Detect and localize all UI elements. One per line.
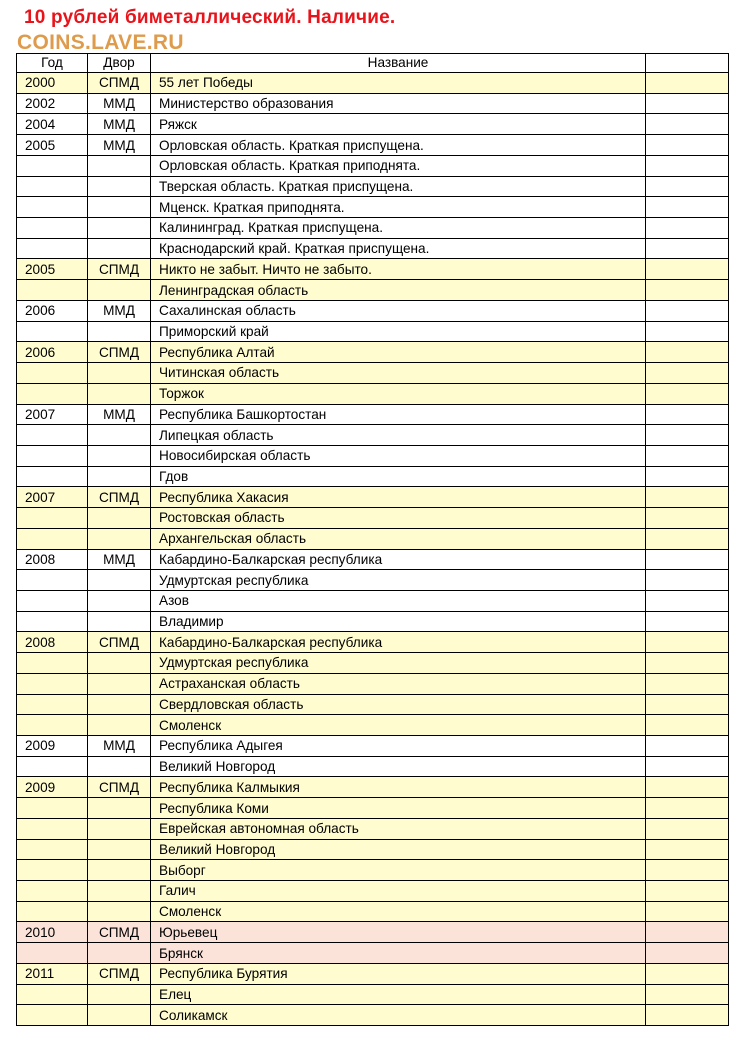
- cell-extra: [646, 135, 729, 156]
- table-header-row: [17, 54, 729, 73]
- cell-name: Республика Адыгея: [151, 736, 646, 757]
- cell-extra: [646, 881, 729, 902]
- cell-extra: [646, 963, 729, 984]
- watermark: COINS.LAVE.RU: [17, 31, 184, 54]
- table-row: [17, 611, 729, 632]
- table-row: [17, 715, 729, 736]
- cell-extra: [646, 197, 729, 218]
- cell-name: Сахалинская область: [151, 300, 646, 321]
- table-row: [17, 632, 729, 653]
- cell-mint: [88, 694, 151, 715]
- table-row: [17, 736, 729, 757]
- table-row: [17, 943, 729, 964]
- cell-mint: [88, 590, 151, 611]
- cell-mint: [88, 943, 151, 964]
- table-row: [17, 1005, 729, 1026]
- cell-mint: [88, 860, 151, 881]
- cell-mint: [88, 155, 151, 176]
- table-row: [17, 425, 729, 446]
- cell-mint: [88, 839, 151, 860]
- table-row: [17, 549, 729, 570]
- table-row: [17, 259, 729, 280]
- cell-year: [17, 715, 88, 736]
- table-row: [17, 363, 729, 384]
- cell-extra: [646, 549, 729, 570]
- table-row: [17, 218, 729, 239]
- cell-mint: [88, 363, 151, 384]
- cell-extra: [646, 798, 729, 819]
- cell-year: [17, 570, 88, 591]
- cell-mint: [88, 445, 151, 466]
- cell-name: Читинская область: [151, 363, 646, 384]
- table-row: [17, 321, 729, 342]
- cell-year: [17, 218, 88, 239]
- cell-mint: [88, 673, 151, 694]
- cell-name: 55 лет Победы: [151, 73, 646, 94]
- cell-name: Ленинградская область: [151, 280, 646, 301]
- table-row: [17, 570, 729, 591]
- cell-year: 2007: [17, 487, 88, 508]
- table-row: [17, 487, 729, 508]
- cell-mint: ММД: [88, 549, 151, 570]
- cell-year: [17, 590, 88, 611]
- table-row: [17, 404, 729, 425]
- cell-name: Республика Башкортостан: [151, 404, 646, 425]
- table-row: [17, 342, 729, 363]
- table-row: [17, 901, 729, 922]
- cell-year: 2005: [17, 259, 88, 280]
- cell-mint: [88, 611, 151, 632]
- cell-name: Азов: [151, 590, 646, 611]
- cell-name: Краснодарский край. Краткая приспущена.: [151, 238, 646, 259]
- cell-extra: [646, 114, 729, 135]
- cell-extra: [646, 943, 729, 964]
- cell-extra: [646, 383, 729, 404]
- cell-year: [17, 321, 88, 342]
- cell-mint: СПМД: [88, 777, 151, 798]
- cell-extra: [646, 777, 729, 798]
- cell-name: Соликамск: [151, 1005, 646, 1026]
- cell-year: [17, 528, 88, 549]
- table-row: [17, 383, 729, 404]
- cell-extra: [646, 694, 729, 715]
- table-row: [17, 694, 729, 715]
- table-row: [17, 922, 729, 943]
- cell-extra: [646, 590, 729, 611]
- cell-name: Елец: [151, 984, 646, 1005]
- cell-extra: [646, 259, 729, 280]
- cell-name: Удмуртская республика: [151, 570, 646, 591]
- cell-name: Новосибирская область: [151, 445, 646, 466]
- cell-mint: [88, 466, 151, 487]
- cell-year: [17, 798, 88, 819]
- cell-year: [17, 694, 88, 715]
- cell-name: Архангельская область: [151, 528, 646, 549]
- cell-year: [17, 756, 88, 777]
- cell-name: Брянск: [151, 943, 646, 964]
- cell-name: Выборг: [151, 860, 646, 881]
- cell-year: 2009: [17, 736, 88, 757]
- cell-extra: [646, 176, 729, 197]
- table-row: [17, 176, 729, 197]
- cell-extra: [646, 632, 729, 653]
- cell-mint: [88, 321, 151, 342]
- cell-extra: [646, 528, 729, 549]
- cell-extra: [646, 466, 729, 487]
- cell-year: [17, 984, 88, 1005]
- cell-name: Смоленск: [151, 715, 646, 736]
- cell-year: 2006: [17, 342, 88, 363]
- cell-extra: [646, 1005, 729, 1026]
- table-row: [17, 238, 729, 259]
- cell-mint: [88, 218, 151, 239]
- cell-mint: СПМД: [88, 342, 151, 363]
- cell-extra: [646, 342, 729, 363]
- table-row: [17, 197, 729, 218]
- cell-name: Тверская область. Краткая приспущена.: [151, 176, 646, 197]
- cell-mint: СПМД: [88, 73, 151, 94]
- cell-year: 2002: [17, 93, 88, 114]
- cell-extra: [646, 736, 729, 757]
- cell-name: Мценск. Краткая приподнята.: [151, 197, 646, 218]
- cell-mint: [88, 881, 151, 902]
- cell-extra: [646, 570, 729, 591]
- cell-year: 2010: [17, 922, 88, 943]
- cell-name: Республика Бурятия: [151, 963, 646, 984]
- cell-mint: ММД: [88, 135, 151, 156]
- cell-year: [17, 653, 88, 674]
- cell-year: [17, 363, 88, 384]
- cell-year: [17, 197, 88, 218]
- cell-year: 2000: [17, 73, 88, 94]
- cell-mint: СПМД: [88, 487, 151, 508]
- cell-extra: [646, 404, 729, 425]
- cell-extra: [646, 901, 729, 922]
- cell-year: 2008: [17, 632, 88, 653]
- cell-mint: [88, 508, 151, 529]
- cell-mint: [88, 425, 151, 446]
- table-row: [17, 445, 729, 466]
- cell-mint: [88, 901, 151, 922]
- cell-name: Свердловская область: [151, 694, 646, 715]
- cell-mint: [88, 818, 151, 839]
- cell-mint: [88, 1005, 151, 1026]
- cell-extra: [646, 508, 729, 529]
- cell-name: Удмуртская республика: [151, 653, 646, 674]
- table-row: [17, 818, 729, 839]
- cell-name: Юрьевец: [151, 922, 646, 943]
- table-row: [17, 155, 729, 176]
- cell-name: Республика Коми: [151, 798, 646, 819]
- cell-name: Галич: [151, 881, 646, 902]
- cell-name: Калининград. Краткая приспущена.: [151, 218, 646, 239]
- table-row: [17, 114, 729, 135]
- cell-year: [17, 383, 88, 404]
- page-title: 10 рублей биметаллический. Наличие.: [24, 7, 396, 28]
- cell-extra: [646, 218, 729, 239]
- cell-year: [17, 839, 88, 860]
- table-row: [17, 300, 729, 321]
- cell-name: Министерство образования: [151, 93, 646, 114]
- header-mint: Двор: [88, 54, 151, 73]
- table-row: [17, 73, 729, 94]
- cell-name: Смоленск: [151, 901, 646, 922]
- cell-name: Великий Новгород: [151, 756, 646, 777]
- cell-name: Республика Калмыкия: [151, 777, 646, 798]
- cell-name: Орловская область. Краткая приподнята.: [151, 155, 646, 176]
- cell-year: 2008: [17, 549, 88, 570]
- cell-name: Республика Хакасия: [151, 487, 646, 508]
- cell-extra: [646, 673, 729, 694]
- cell-year: 2009: [17, 777, 88, 798]
- cell-year: [17, 860, 88, 881]
- cell-year: [17, 176, 88, 197]
- cell-mint: [88, 756, 151, 777]
- cell-name: Никто не забыт. Ничто не забыто.: [151, 259, 646, 280]
- cell-name: Кабардино-Балкарская республика: [151, 549, 646, 570]
- cell-year: 2004: [17, 114, 88, 135]
- table-body: [17, 73, 729, 1026]
- cell-name: Владимир: [151, 611, 646, 632]
- cell-extra: [646, 611, 729, 632]
- header-name: Название: [151, 54, 646, 73]
- cell-extra: [646, 839, 729, 860]
- cell-year: [17, 238, 88, 259]
- cell-mint: ММД: [88, 404, 151, 425]
- cell-extra: [646, 756, 729, 777]
- cell-name: Приморский край: [151, 321, 646, 342]
- cell-year: [17, 943, 88, 964]
- cell-extra: [646, 715, 729, 736]
- table-row: [17, 528, 729, 549]
- cell-year: [17, 673, 88, 694]
- table-row: [17, 280, 729, 301]
- cell-name: Республика Алтай: [151, 342, 646, 363]
- cell-mint: [88, 715, 151, 736]
- cell-name: Кабардино-Балкарская республика: [151, 632, 646, 653]
- cell-year: [17, 445, 88, 466]
- table-row: [17, 466, 729, 487]
- table-row: [17, 590, 729, 611]
- cell-name: Великий Новгород: [151, 839, 646, 860]
- cell-mint: ММД: [88, 114, 151, 135]
- table-row: [17, 839, 729, 860]
- cell-mint: [88, 798, 151, 819]
- table-row: [17, 881, 729, 902]
- cell-year: [17, 466, 88, 487]
- header-extra: [646, 54, 729, 73]
- cell-extra: [646, 321, 729, 342]
- cell-name: Ряжск: [151, 114, 646, 135]
- cell-mint: ММД: [88, 93, 151, 114]
- table-row: [17, 653, 729, 674]
- cell-year: [17, 818, 88, 839]
- cell-extra: [646, 984, 729, 1005]
- cell-extra: [646, 425, 729, 446]
- cell-mint: СПМД: [88, 259, 151, 280]
- table-row: [17, 135, 729, 156]
- cell-mint: [88, 383, 151, 404]
- cell-mint: [88, 238, 151, 259]
- table-row: [17, 984, 729, 1005]
- cell-mint: [88, 176, 151, 197]
- cell-mint: СПМД: [88, 632, 151, 653]
- table-row: [17, 798, 729, 819]
- cell-year: [17, 1005, 88, 1026]
- cell-year: [17, 508, 88, 529]
- cell-year: 2011: [17, 963, 88, 984]
- table-row: [17, 756, 729, 777]
- cell-year: [17, 611, 88, 632]
- cell-extra: [646, 860, 729, 881]
- cell-name: Астраханская область: [151, 673, 646, 694]
- cell-mint: СПМД: [88, 922, 151, 943]
- cell-name: Ростовская область: [151, 508, 646, 529]
- header-year: Год: [17, 54, 88, 73]
- cell-year: [17, 901, 88, 922]
- cell-year: [17, 881, 88, 902]
- cell-year: [17, 425, 88, 446]
- cell-extra: [646, 363, 729, 384]
- cell-extra: [646, 922, 729, 943]
- cell-mint: СПМД: [88, 963, 151, 984]
- cell-mint: [88, 570, 151, 591]
- cell-extra: [646, 300, 729, 321]
- cell-year: [17, 280, 88, 301]
- cell-extra: [646, 93, 729, 114]
- cell-mint: [88, 984, 151, 1005]
- cell-mint: ММД: [88, 736, 151, 757]
- cell-extra: [646, 73, 729, 94]
- cell-mint: [88, 197, 151, 218]
- cell-extra: [646, 445, 729, 466]
- cell-extra: [646, 818, 729, 839]
- cell-extra: [646, 487, 729, 508]
- cell-name: Торжок: [151, 383, 646, 404]
- cell-extra: [646, 155, 729, 176]
- cell-year: 2007: [17, 404, 88, 425]
- cell-year: [17, 155, 88, 176]
- cell-extra: [646, 238, 729, 259]
- cell-extra: [646, 280, 729, 301]
- table-row: [17, 673, 729, 694]
- cell-name: Орловская область. Краткая приспущена.: [151, 135, 646, 156]
- cell-year: 2006: [17, 300, 88, 321]
- cell-mint: [88, 653, 151, 674]
- cell-name: Липецкая область: [151, 425, 646, 446]
- table-row: [17, 777, 729, 798]
- cell-mint: [88, 528, 151, 549]
- cell-name: Гдов: [151, 466, 646, 487]
- cell-name: Еврейская автономная область: [151, 818, 646, 839]
- cell-mint: ММД: [88, 300, 151, 321]
- cell-year: 2005: [17, 135, 88, 156]
- table-row: [17, 860, 729, 881]
- cell-extra: [646, 653, 729, 674]
- table-row: [17, 963, 729, 984]
- coins-table: [16, 53, 729, 1026]
- cell-mint: [88, 280, 151, 301]
- table-row: [17, 508, 729, 529]
- table-row: [17, 93, 729, 114]
